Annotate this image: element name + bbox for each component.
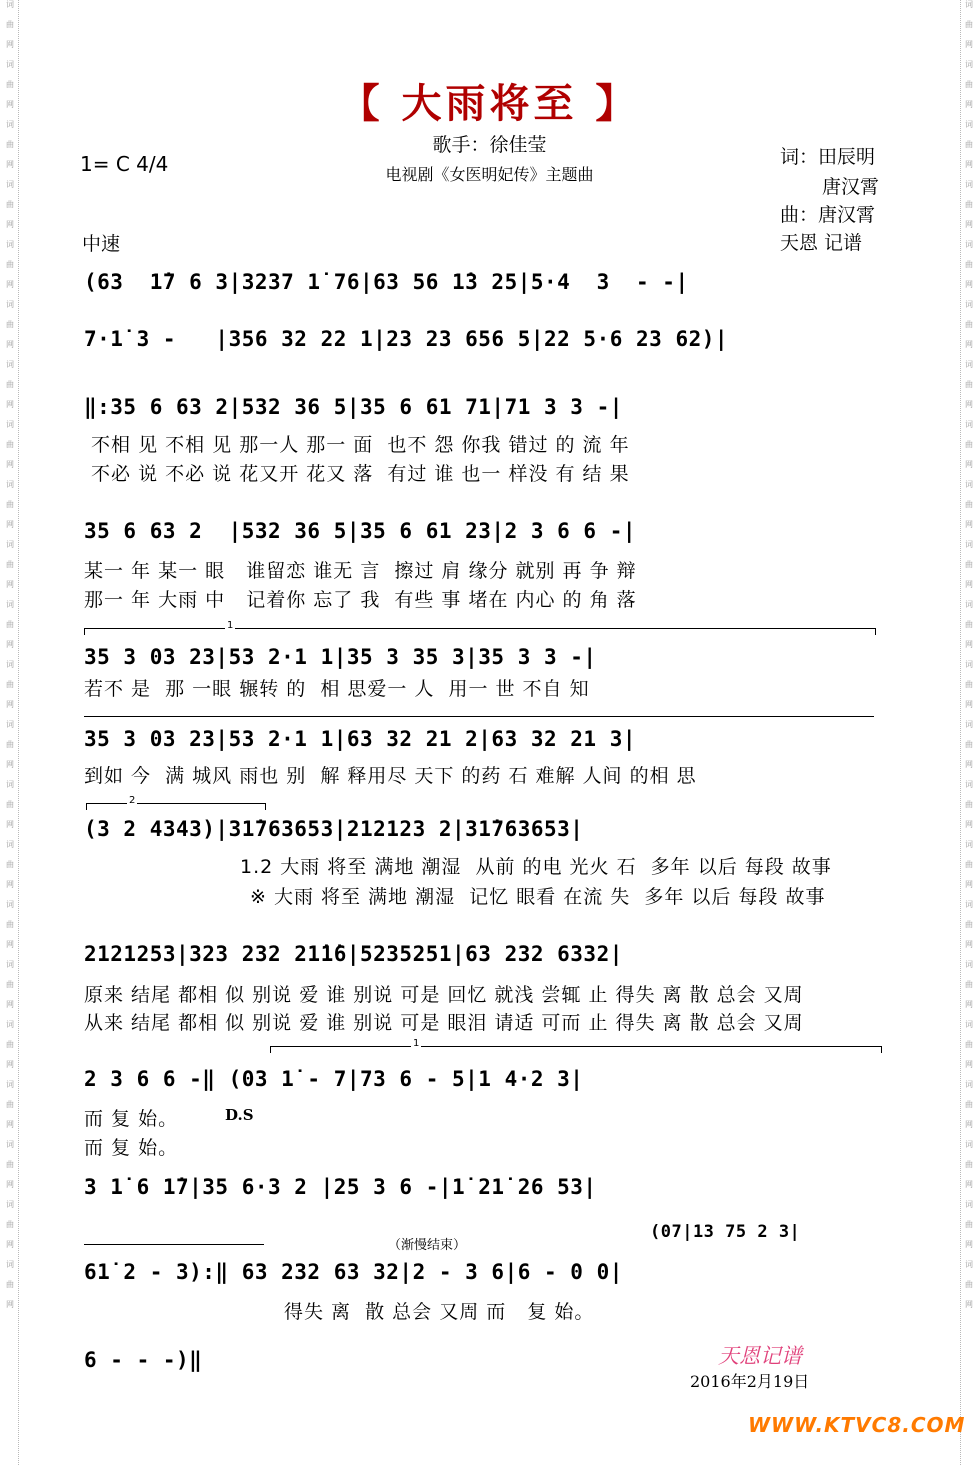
watermark-char: 网 bbox=[6, 820, 14, 829]
watermark-char: 词 bbox=[965, 900, 973, 909]
score-line-11: 61̇ 2 - 3):‖ 63 232 63 32|2 - 3 6|6 - 0 0| bbox=[84, 1260, 623, 1284]
lyrics-line-11a: 得失 离 散 总会 又周 而 复 始。 bbox=[284, 1301, 595, 1323]
score-line-1: (63 1̇7 6 3|3237 1̇ 76|63 56 1̇3 25|5·4 3 - -| bbox=[84, 270, 689, 294]
watermark-char: 曲 bbox=[6, 1280, 14, 1289]
watermark-char: 词 bbox=[6, 480, 14, 489]
watermark-char: 网 bbox=[965, 640, 973, 649]
watermark-char: 曲 bbox=[6, 1160, 14, 1169]
watermark-char: 词 bbox=[965, 480, 973, 489]
watermark-char: 曲 bbox=[6, 440, 14, 449]
score-line-11-coda: (07|13 75 2 3| bbox=[650, 1222, 801, 1242]
watermark-char: 曲 bbox=[6, 200, 14, 209]
watermark-char: 网 bbox=[6, 160, 14, 169]
watermark-char: 词 bbox=[6, 960, 14, 969]
lyrics-line-4a: 某一 年 某一 眼 谁留恋 谁无 言 擦过 肩 缘分 就别 再 争 辩 bbox=[84, 560, 637, 582]
ritardando-note: （渐慢结束） bbox=[388, 1238, 467, 1253]
watermark-char: 词 bbox=[6, 120, 14, 129]
watermark-char: 网 bbox=[965, 100, 973, 109]
key-signature: 1= C 4/4 bbox=[80, 152, 169, 176]
watermark-char: 词 bbox=[6, 600, 14, 609]
lyrics-line-8b: 从来 结尾 都相 似 别说 爱 谁 别说 可是 眼泪 请适 可而 止 得失 离 散 总会 又周 bbox=[84, 1012, 804, 1034]
watermark-char: 词 bbox=[965, 180, 973, 189]
score-line-9: 2 3 6 6 -‖ (03 1̇ - 7|73 6 - 5|1 4·2 3| bbox=[84, 1067, 584, 1091]
watermark-char: 曲 bbox=[6, 860, 14, 869]
watermark-char: 词 bbox=[6, 1200, 14, 1209]
watermark-char: 曲 bbox=[6, 740, 14, 749]
watermark-char: 网 bbox=[6, 1240, 14, 1249]
watermark-char: 曲 bbox=[6, 20, 14, 29]
watermark-char: 网 bbox=[6, 640, 14, 649]
lyrics-line-5a: 若不 是 那 一眼 辗转 的 相 思爱一 人 用一 世 不自 知 bbox=[84, 678, 590, 700]
watermark-char: 词 bbox=[6, 0, 14, 9]
watermark-char: 词 bbox=[965, 660, 973, 669]
watermark-char: 曲 bbox=[6, 260, 14, 269]
score-line-7: (3 2 4343)|31̇763653|212123 2|31̇763653| bbox=[84, 817, 584, 841]
watermark-char: 网 bbox=[6, 1180, 14, 1189]
watermark-char: 网 bbox=[965, 400, 973, 409]
watermark-char: 词 bbox=[6, 720, 14, 729]
lyrics-line-9b: 而 复 始。 bbox=[84, 1137, 179, 1159]
lyricist-second: 唐汉霄 bbox=[822, 176, 880, 198]
watermark-char: 网 bbox=[965, 700, 973, 709]
watermark-char: 网 bbox=[965, 280, 973, 289]
lyrics-line-6a: 到如 今 满 城风 雨也 别 解 释用尽 天下 的药 石 难解 人间 的相 思 bbox=[84, 765, 697, 787]
transcription-date: 2016年2月19日 bbox=[690, 1372, 810, 1391]
watermark-char: 网 bbox=[6, 220, 14, 229]
lyrics-line-3a: 不相 见 不相 见 那一人 那一 面 也不 怨 你我 错过 的 流 年 bbox=[84, 434, 630, 456]
watermark-char: 网 bbox=[6, 940, 14, 949]
watermark-char: 网 bbox=[6, 520, 14, 529]
watermark-char: 曲 bbox=[6, 560, 14, 569]
watermark-char: 曲 bbox=[6, 320, 14, 329]
score-line-10: 3 1̇ 6 1̇7|35 6·3 2 |25 3 6 -|1̇ 21̇ 26 53| bbox=[84, 1175, 597, 1199]
watermark-char: 网 bbox=[965, 220, 973, 229]
watermark-char: 曲 bbox=[965, 140, 973, 149]
watermark-char: 词 bbox=[965, 840, 973, 849]
watermark-char: 词 bbox=[965, 240, 973, 249]
lyrics-line-3b: 不必 说 不必 说 花又开 花又 落 有过 谁 也一 样没 有 结 果 bbox=[84, 463, 630, 485]
lyrics-line-4b: 那一 年 大雨 中 记着你 忘了 我 有些 事 堵在 内心 的 角 落 bbox=[84, 589, 637, 611]
watermark-char: 网 bbox=[6, 1060, 14, 1069]
volta-bracket-1: 1 bbox=[84, 628, 876, 635]
subtitle-line: 电视剧《女医明妃传》主题曲 bbox=[385, 165, 594, 184]
song-title: 【 大雨将至 】 bbox=[339, 81, 640, 127]
watermark-char: 曲 bbox=[6, 680, 14, 689]
watermark-char: 词 bbox=[965, 1020, 973, 1029]
watermark-char: 曲 bbox=[965, 560, 973, 569]
watermark-char: 词 bbox=[6, 420, 14, 429]
watermark-char: 词 bbox=[965, 1140, 973, 1149]
volta-bracket-2: 2 bbox=[86, 803, 266, 810]
watermark-char: 网 bbox=[6, 880, 14, 889]
watermark-char: 词 bbox=[965, 960, 973, 969]
watermark-char: 词 bbox=[965, 780, 973, 789]
watermark-char: 网 bbox=[965, 1120, 973, 1129]
watermark-char: 曲 bbox=[965, 260, 973, 269]
watermark-char: 网 bbox=[6, 1000, 14, 1009]
watermark-char: 词 bbox=[6, 1020, 14, 1029]
score-line-3: ‖:35 6 63 2|532 36 5|35 6 61 71|71 3 3 -| bbox=[84, 395, 623, 419]
watermark-char: 词 bbox=[6, 1080, 14, 1089]
watermark-char: 网 bbox=[6, 40, 14, 49]
watermark-char: 网 bbox=[6, 1300, 14, 1309]
watermark-char: 曲 bbox=[965, 1280, 973, 1289]
lyricist: 词：田辰明 bbox=[780, 146, 876, 168]
watermark-char: 曲 bbox=[965, 680, 973, 689]
watermark-char: 曲 bbox=[6, 1040, 14, 1049]
watermark-char: 词 bbox=[965, 600, 973, 609]
singer-line: 歌手：徐佳莹 bbox=[432, 134, 547, 156]
watermark-char: 词 bbox=[965, 120, 973, 129]
watermark-char: 曲 bbox=[6, 140, 14, 149]
watermark-char: 词 bbox=[6, 900, 14, 909]
bracket-line bbox=[84, 716, 874, 717]
watermark-left bbox=[2, 0, 19, 1465]
watermark-char: 词 bbox=[6, 300, 14, 309]
watermark-char: 网 bbox=[965, 1000, 973, 1009]
lyrics-line-9a: 而 复 始。 bbox=[84, 1108, 179, 1130]
watermark-char: 曲 bbox=[965, 320, 973, 329]
score-line-5: 35 3 03 23|53 2·1 1|35 3 35 3|35 3 3 -| bbox=[84, 645, 597, 669]
score-line-4: 35 6 63 2 |532 36 5|35 6 61 23|2 3 6 6 -| bbox=[84, 519, 637, 543]
watermark-char: 曲 bbox=[965, 740, 973, 749]
score-line-6: 35 3 03 23|53 2·1 1|63 32 21 2|63 32 21 3| bbox=[84, 727, 637, 751]
watermark-char: 曲 bbox=[965, 200, 973, 209]
watermark-char: 曲 bbox=[6, 80, 14, 89]
watermark-char: 词 bbox=[6, 240, 14, 249]
watermark-char: 词 bbox=[6, 660, 14, 669]
watermark-char: 曲 bbox=[965, 500, 973, 509]
watermark-char: 词 bbox=[6, 840, 14, 849]
score-line-12: 6 - - -)‖ bbox=[84, 1348, 203, 1372]
watermark-char: 词 bbox=[6, 1260, 14, 1269]
watermark-char: 网 bbox=[965, 460, 973, 469]
watermark-char: 曲 bbox=[965, 860, 973, 869]
watermark-char: 网 bbox=[965, 940, 973, 949]
watermark-char: 网 bbox=[6, 280, 14, 289]
watermark-char: 网 bbox=[6, 580, 14, 589]
watermark-char: 曲 bbox=[965, 980, 973, 989]
watermark-char: 曲 bbox=[965, 1220, 973, 1229]
watermark-char: 网 bbox=[965, 40, 973, 49]
watermark-char: 曲 bbox=[6, 380, 14, 389]
watermark-char: 词 bbox=[965, 720, 973, 729]
watermark-char: 网 bbox=[965, 880, 973, 889]
watermark-char: 网 bbox=[965, 1300, 973, 1309]
watermark-char: 网 bbox=[6, 1120, 14, 1129]
watermark-char: 网 bbox=[965, 340, 973, 349]
transcriber: 天恩 记谱 bbox=[780, 232, 863, 254]
watermark-char: 网 bbox=[6, 340, 14, 349]
tempo-marking: 中速 bbox=[82, 233, 121, 255]
watermark-char: 词 bbox=[965, 0, 973, 9]
watermark-char: 网 bbox=[6, 700, 14, 709]
watermark-char: 网 bbox=[6, 460, 14, 469]
watermark-char: 词 bbox=[965, 420, 973, 429]
watermark-char: 网 bbox=[965, 1180, 973, 1189]
watermark-char: 曲 bbox=[965, 1160, 973, 1169]
watermark-char: 词 bbox=[6, 60, 14, 69]
watermark-char: 网 bbox=[965, 160, 973, 169]
watermark-char: 词 bbox=[965, 300, 973, 309]
score-line-2: 7·1̇ 3 - |356 32 22 1|23 23 656 5|22 5·6 23 62)| bbox=[84, 327, 729, 351]
site-url: WWW.KTVC8.COM bbox=[748, 1413, 966, 1437]
watermark-char: 网 bbox=[965, 1060, 973, 1069]
watermark-char: 网 bbox=[6, 760, 14, 769]
watermark-char: 词 bbox=[6, 180, 14, 189]
watermark-char: 曲 bbox=[6, 980, 14, 989]
watermark-char: 曲 bbox=[965, 620, 973, 629]
watermark-char: 曲 bbox=[6, 1220, 14, 1229]
score-line-8: 2121253|323 232 21̇1̇6|5235251|63 232 6332| bbox=[84, 942, 623, 966]
watermark-char: 曲 bbox=[6, 800, 14, 809]
watermark-char: 网 bbox=[965, 520, 973, 529]
watermark-char: 曲 bbox=[965, 20, 973, 29]
lyrics-line-7a: 1.2 大雨 将至 满地 潮湿 从前 的电 光火 石 多年 以后 每段 故事 bbox=[240, 856, 832, 878]
lyrics-line-7b: ※ 大雨 将至 满地 潮湿 记忆 眼看 在流 失 多年 以后 每段 故事 bbox=[250, 886, 826, 908]
watermark-char: 曲 bbox=[965, 1040, 973, 1049]
watermark-char: 曲 bbox=[6, 1100, 14, 1109]
watermark-char: 曲 bbox=[965, 1100, 973, 1109]
watermark-char: 词 bbox=[965, 1260, 973, 1269]
watermark-char: 曲 bbox=[965, 380, 973, 389]
watermark-char: 词 bbox=[965, 360, 973, 369]
ds-marking: D.S bbox=[225, 1106, 254, 1124]
watermark-char: 曲 bbox=[965, 80, 973, 89]
watermark-char: 网 bbox=[965, 760, 973, 769]
watermark-char: 曲 bbox=[6, 620, 14, 629]
lyrics-line-8a: 原来 结尾 都相 似 别说 爱 谁 别说 可是 回忆 就浅 尝辄 止 得失 离 散 总会 又周 bbox=[84, 984, 804, 1006]
bracket-line-2 bbox=[84, 1244, 264, 1245]
watermark-char: 词 bbox=[6, 540, 14, 549]
watermark-right bbox=[960, 0, 977, 1465]
watermark-char: 曲 bbox=[965, 440, 973, 449]
watermark-char: 词 bbox=[965, 540, 973, 549]
watermark-char: 词 bbox=[965, 1200, 973, 1209]
watermark-char: 曲 bbox=[6, 500, 14, 509]
watermark-char: 词 bbox=[6, 1140, 14, 1149]
watermark-char: 词 bbox=[6, 360, 14, 369]
watermark-char: 曲 bbox=[965, 800, 973, 809]
volta-bracket-3: 1 bbox=[270, 1046, 882, 1053]
composer: 曲：唐汉霄 bbox=[780, 204, 876, 226]
transcriber-signature: 天恩记谱 bbox=[718, 1344, 802, 1368]
watermark-char: 网 bbox=[965, 580, 973, 589]
watermark-char: 网 bbox=[6, 100, 14, 109]
watermark-char: 曲 bbox=[965, 920, 973, 929]
watermark-char: 词 bbox=[965, 1080, 973, 1089]
watermark-char: 曲 bbox=[6, 920, 14, 929]
watermark-char: 网 bbox=[6, 400, 14, 409]
watermark-char: 词 bbox=[6, 780, 14, 789]
watermark-char: 网 bbox=[965, 820, 973, 829]
watermark-char: 词 bbox=[965, 60, 973, 69]
watermark-char: 网 bbox=[965, 1240, 973, 1249]
